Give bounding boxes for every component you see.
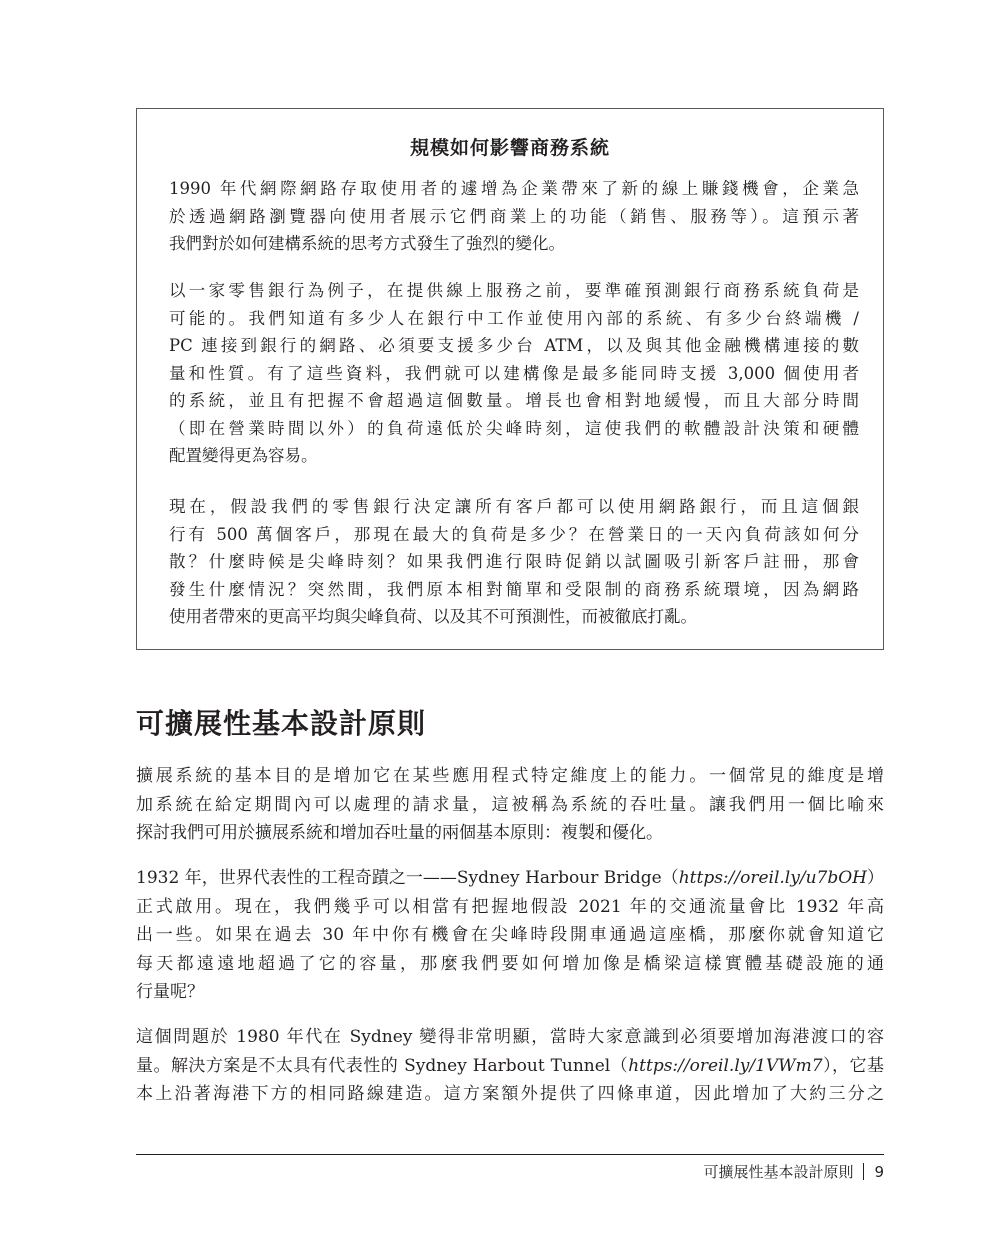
text-line: 1990 年代網際網路存取使用者的遽增為企業帶來了新的線上賺錢機會，企業急 (169, 179, 859, 198)
text-line: 出一些。如果在過去 30 年中你有機會在尖峰時段開車通過這座橋，那麼你就會知道它 (136, 925, 884, 945)
body-paragraph-1 (136, 762, 884, 848)
bridge-link[interactable]: https://oreil.ly/u7bOH (678, 868, 867, 888)
text-line: 這個問題於 1980 年代在 Sydney 變得非常明顯，當時大家意識到必須要增加海港渡口的容 (136, 1027, 884, 1047)
text-line: 的系統，並且有把握不會超過這個數量。增長也會相對地緩慢，而且大部分時間 (169, 391, 859, 410)
text-line: 本上沿著海港下方的相同路線建造。這方案額外提供了四條車道，因此增加了大約三分之 (136, 1084, 884, 1104)
text-line: 發生什麼情況？突然間，我們原本相對簡單和受限制的商務系統環境，因為網路 (169, 579, 859, 599)
body-paragraph-2 (136, 864, 884, 1007)
sidebar-paragraph-1 (169, 175, 859, 258)
text-line: 現在，假設我們的零售銀行決定讓所有客戶都可以使用網路銀行，而且這個銀 (169, 497, 859, 516)
running-title: 可擴展性基本設計原則 (703, 1163, 854, 1181)
sidebar-paragraph-3 (169, 493, 859, 631)
text-line: 於透過網路瀏覽器向使用者展示它們商業上的功能（銷售、服務等）。這預示著 (169, 206, 859, 226)
text-line: 加系統在給定期間內可以處理的請求量，這被稱為系統的吞吐量。讓我們用一個比喻來 (136, 794, 884, 815)
text-line: 可能的。我們知道有多少人在銀行中工作並使用內部的系統、有多少台終端機 / (169, 308, 859, 328)
sidebar-title: 規模如何影響商務系統 (409, 137, 610, 159)
tunnel-link[interactable]: https://oreil.ly/1VWm7 (628, 1055, 823, 1076)
text-line: 量和性質。有了這些資料，我們就可以建構像是最多能同時支援 3,000 個使用者 (169, 363, 859, 383)
section-heading: 可擴展性基本設計原則 (136, 707, 427, 740)
footer-rule (136, 1154, 884, 1155)
page-footer (703, 1161, 884, 1182)
text-line: 配置變得更為容易。 (169, 446, 318, 465)
text-run: ） (866, 868, 885, 888)
text-line: 探討我們可用於擴展系統和增加吞吐量的兩個基本原則：複製和優化。 (136, 823, 663, 843)
text-line: 行量呢？ (136, 982, 204, 1002)
text-line (136, 1052, 884, 1081)
text-run: ），它基 (822, 1055, 885, 1076)
text-line: 使用者帶來的更高平均與尖峰負荷、以及其不可預測性，而被徹底打亂。 (169, 607, 697, 626)
sidebar-box (136, 108, 884, 650)
text-run: 量。解決方案是不太具有代表性的 Sydney Harbout Tunnel（ (136, 1055, 629, 1076)
text-line: 每天都遠遠地超過了它的容量，那麼我們要如何增加像是橋梁這樣實體基礎設施的通 (136, 953, 884, 974)
text-line: PC 連接到銀行的網路、必須要支援多少台 ATM，以及與其他金融機構連接的數 (169, 336, 859, 355)
text-line (136, 864, 884, 893)
text-line: 以一家零售銀行為例子，在提供線上服務之前，要準確預測銀行商務系統負荷是 (169, 281, 859, 300)
sidebar-paragraph-2 (169, 277, 859, 470)
text-line: 正式啟用。現在，我們幾乎可以相當有把握地假設 2021 年的交通流量會比 1932 年高 (136, 896, 884, 917)
footer-separator (863, 1163, 864, 1180)
page-number: 9 (874, 1162, 884, 1181)
text-line: 行有 500 萬個客戶，那現在最大的負荷是多少？在營業日的一天內負荷該如何分 (169, 524, 859, 544)
text-line: 散？什麼時候是尖峰時刻？如果我們進行限時促銷以試圖吸引新客戶註冊，那會 (169, 552, 859, 571)
text-line: 擴展系統的基本目的是增加它在某些應用程式特定維度上的能力。一個常見的維度是增 (136, 766, 884, 786)
text-line: （即在營業時間以外）的負荷遠低於尖峰時刻，這使我們的軟體設計決策和硬體 (169, 418, 859, 438)
text-line: 我們對於如何建構系統的思考方式發生了強烈的變化。 (169, 234, 565, 253)
body-paragraph-3 (136, 1023, 884, 1109)
text-run: 1932 年，世界代表性的工程奇蹟之一——Sydney Harbour Bridge（ (136, 868, 679, 888)
